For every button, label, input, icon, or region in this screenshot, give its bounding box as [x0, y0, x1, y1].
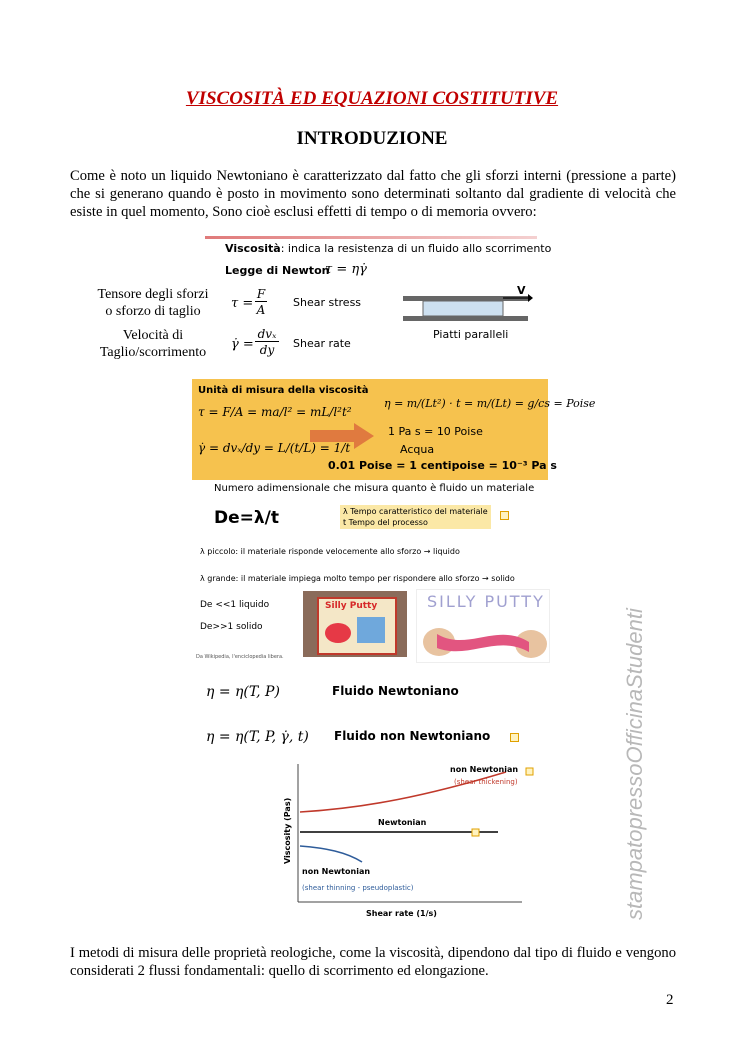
newton-equation: τ = ηγ̇ — [325, 262, 367, 277]
velocity-label: V — [517, 284, 526, 297]
water-label: Acqua — [400, 443, 435, 456]
gamma-numerator: dvₓ — [255, 327, 279, 342]
series-shear-thinning — [300, 846, 362, 862]
label-non-newtonian-top: non Newtonian — [450, 765, 519, 774]
viscosity-chart — [276, 760, 538, 926]
shear-rate-label: Shear rate — [293, 337, 351, 350]
gamma-equation: γ̇ = — [231, 337, 254, 352]
newton-law-label: Legge di Newton — [225, 264, 330, 277]
closing-paragraph: I metodi di misura delle proprietà reologiche, come la viscosità, dipendono dal tipo di fluido e vengono considerati 2 flussi fondamentali: quello di scorrimento ed elongazione. — [70, 945, 676, 979]
non-newtonian-label: Fluido non Newtoniano — [334, 729, 491, 743]
watermark: stampatopressoOfficinaStudenti — [622, 608, 647, 920]
de-liquid: De <<1 liquido — [200, 600, 270, 610]
deborah-formula: De=λ/t — [214, 508, 279, 528]
silly-putty-photo: SILLY PUTTY — [416, 589, 550, 663]
note-icon-3 — [472, 829, 479, 836]
newtonian-equation: η = η(T, P) — [206, 684, 280, 700]
label-newtonian: Newtonian — [378, 818, 427, 827]
shear-stress-label: Shear stress — [293, 296, 362, 309]
tau-numerator: F — [256, 287, 266, 301]
poise-equation: η = m/(Lt²) · t = m/(Lt) = g/cs = Poise — [384, 397, 596, 410]
note-icon — [500, 511, 509, 520]
intro-paragraph: Come è noto un liquido Newtoniano è caratterizzato dal fatto che gli sforzi interni (pressione a parte) che si generano quando è posto in movimento sono determinati soltanto dal gradiente di velocità che esiste in quel momento, Sono cioè esclusi effetti di tempo o di memoria ovvero: — [70, 168, 676, 220]
putty-stretch-image — [417, 612, 549, 662]
viscosity-definition: Viscosità: indica la resistenza di un fluido allo scorrimento — [225, 242, 552, 255]
units-box — [192, 379, 596, 480]
newtonian-label: Fluido Newtoniano — [332, 684, 459, 698]
viscosity-slide — [205, 236, 552, 376]
silly-putty-box-photo: Silly Putty — [303, 591, 407, 657]
tau-equation: τ = — [231, 296, 254, 311]
pas-conversion: 1 Pa s = 10 Poise — [388, 425, 483, 438]
x-axis-label: Shear rate (1/s) — [366, 909, 437, 918]
gamma-denominator: dy — [259, 343, 275, 357]
stress-tensor-label: Tensore degli sforzi o sforzo di taglio — [97, 287, 209, 319]
arrow-icon — [310, 423, 376, 449]
de-solid: De>>1 solido — [200, 622, 263, 632]
note-icon-4 — [526, 768, 533, 775]
photo-credit: Da Wikipedia, l'enciclopedia libera. — [196, 654, 284, 660]
slide-top-rule — [205, 236, 537, 239]
tau-denominator: A — [256, 303, 266, 317]
page-number: 2 — [666, 992, 674, 1008]
shear-rate-left-label: Velocità di Taglio/scorrimento — [99, 328, 207, 360]
deborah-definitions: λ Tempo caratteristico del materiale t Tempo del processo — [340, 505, 491, 529]
label-shear-thinning: (shear thinning - pseudoplastic) — [302, 884, 414, 892]
plates-label: Piatti paralleli — [433, 328, 509, 341]
lambda-small-line: λ piccolo: il materiale risponde velocemente allo sforzo → liquido — [200, 547, 460, 556]
non-newtonian-equation: η = η(T, P, γ̇, t) — [206, 729, 309, 745]
gamma-units-equation: γ̇ = dvₓ/dy = L/(t/L) = 1/t — [198, 441, 351, 455]
note-icon-2 — [510, 733, 519, 742]
centipoise-conversion: 0.01 Poise = 1 centipoise = 10⁻³ Pa s — [328, 459, 557, 472]
label-shear-thickening: (shear thickening) — [454, 778, 518, 786]
tau-units-equation: τ = F/A = ma/l² = mL/l²t² — [198, 405, 352, 419]
y-axis-label: Viscosity (Pas) — [283, 797, 292, 864]
label-non-newtonian-bottom: non Newtonian — [302, 867, 371, 876]
units-heading: Unità di misura della viscosità — [198, 385, 369, 396]
section-heading: INTRODUZIONE — [296, 128, 448, 149]
parallel-plates-diagram — [403, 286, 533, 326]
page-title: VISCOSITÀ ED EQUAZIONI COSTITUTIVE — [185, 88, 559, 109]
deborah-caption: Numero adimensionale che misura quanto è fluido un materiale — [214, 483, 535, 494]
lambda-large-line: λ grande: il materiale impiega molto tempo per rispondere allo sforzo → solido — [200, 574, 515, 583]
